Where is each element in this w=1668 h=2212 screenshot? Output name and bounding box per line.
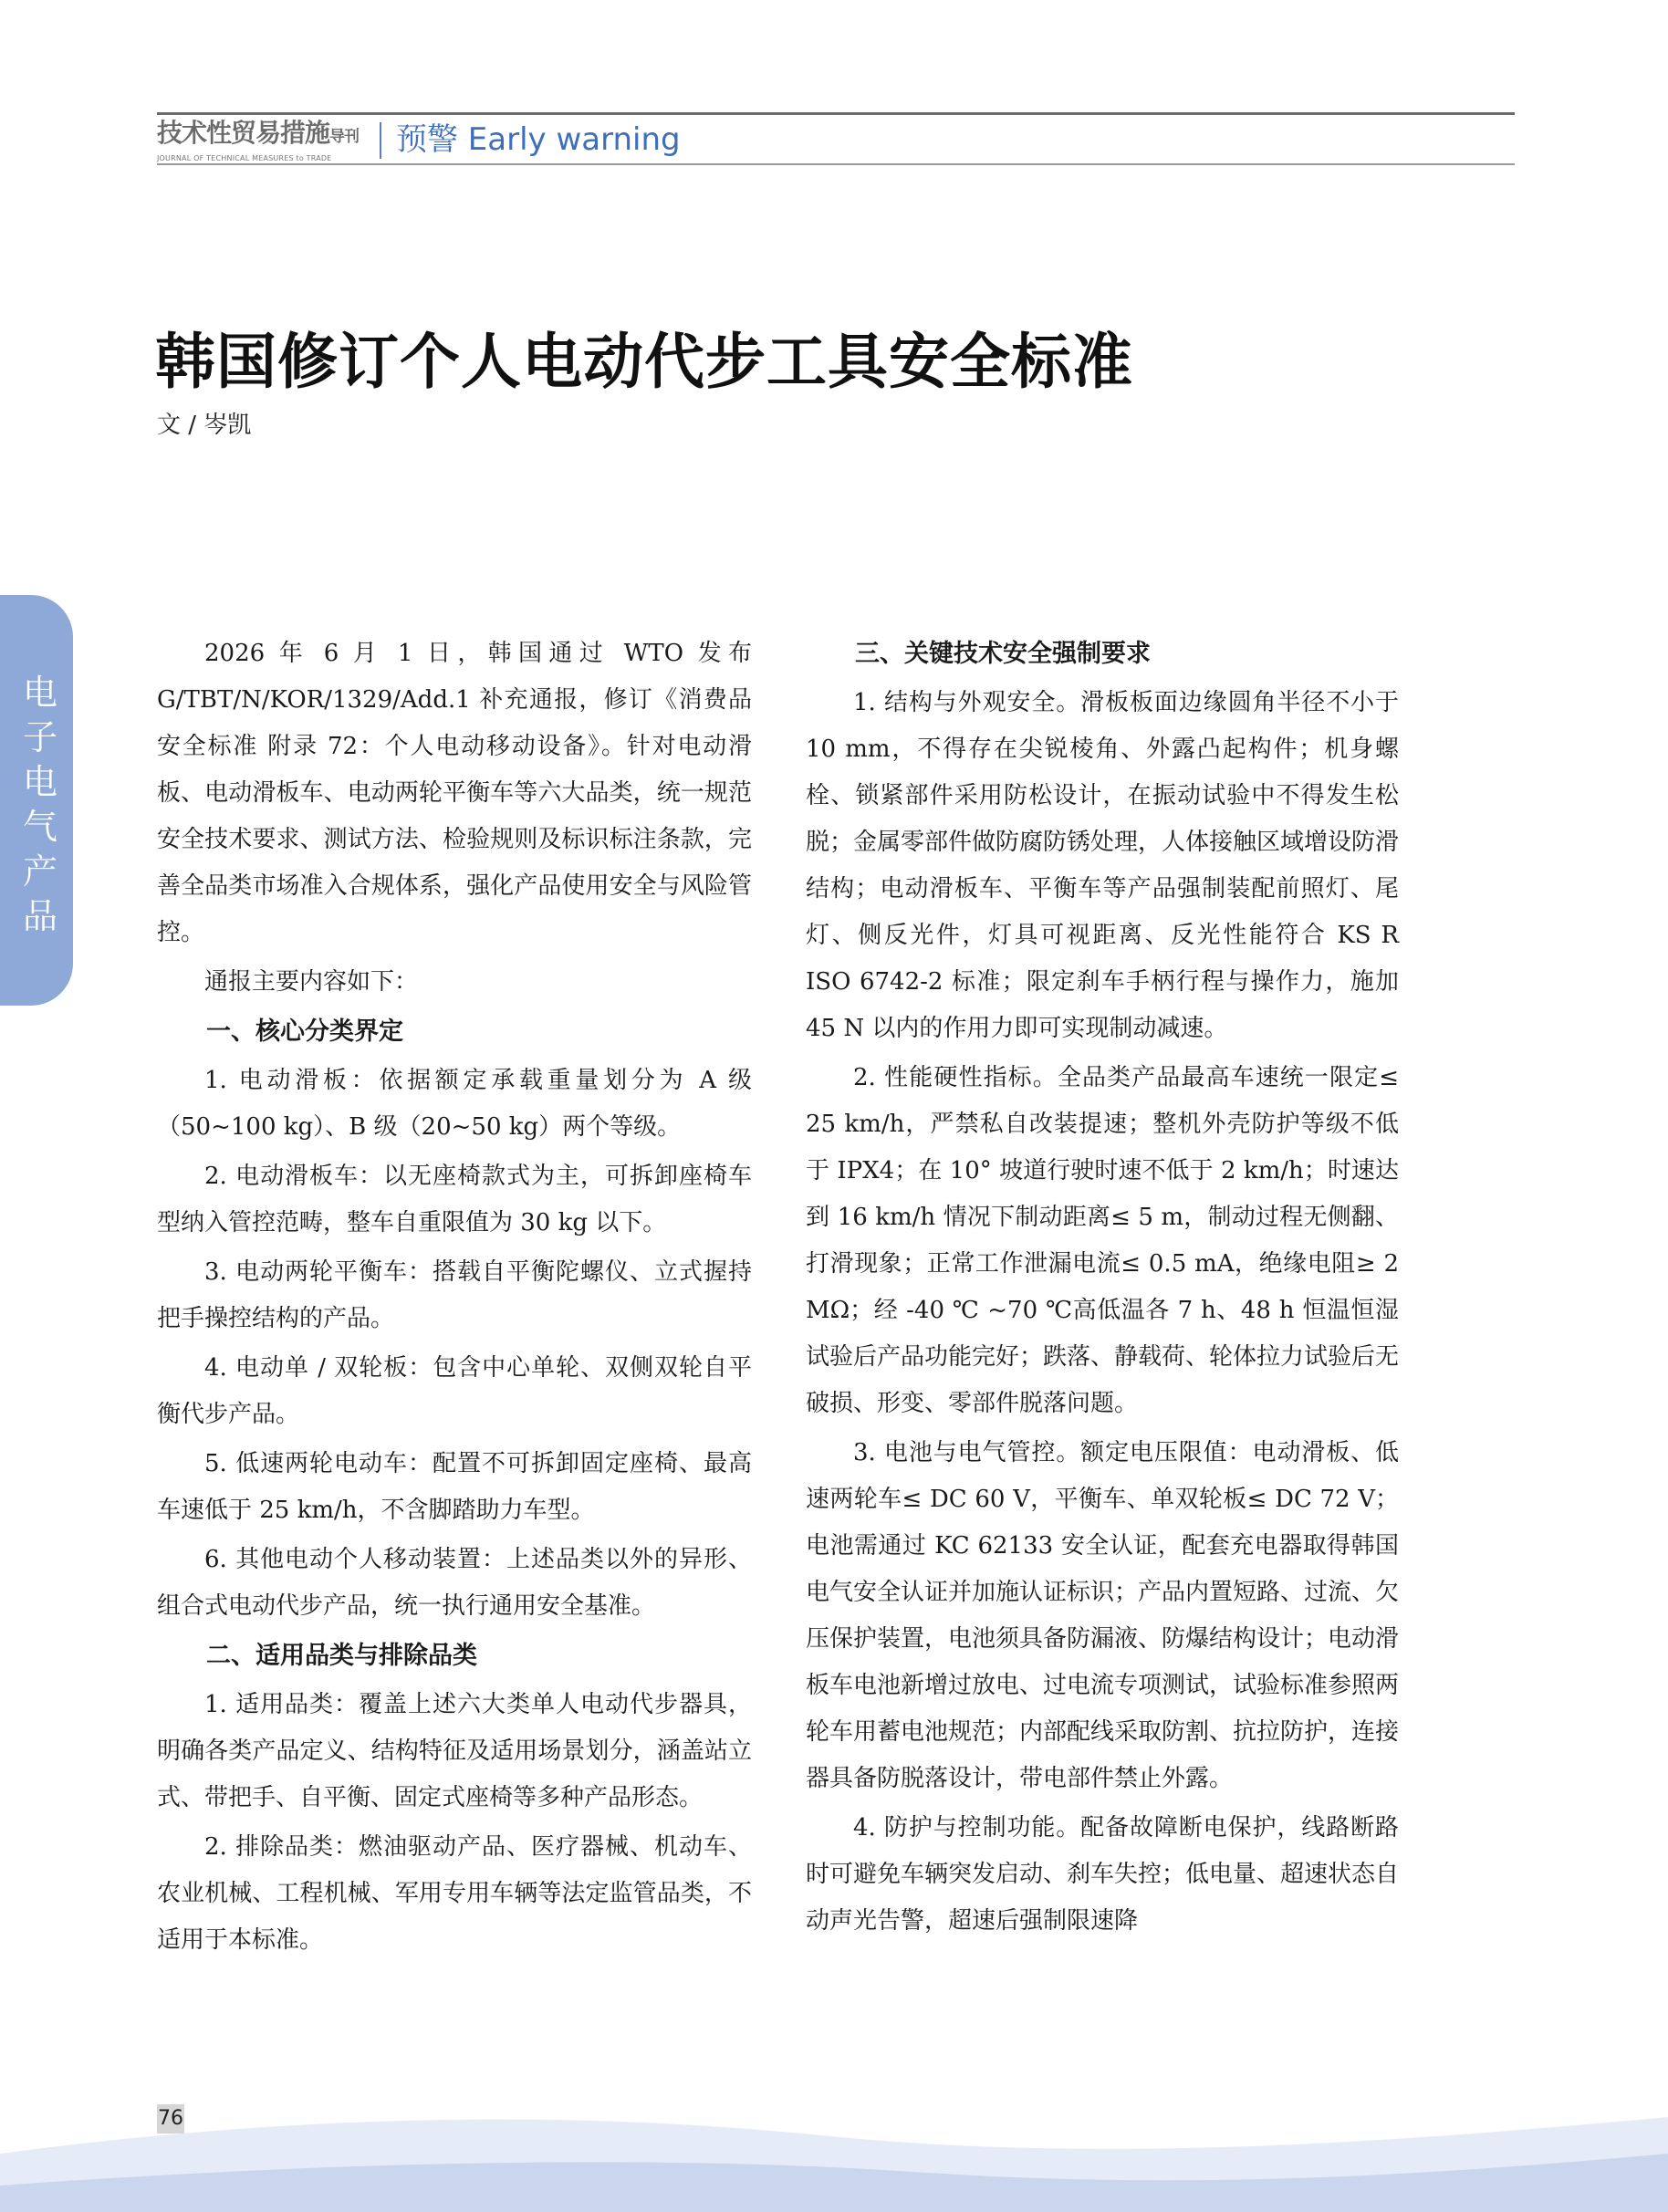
header-bottom-rule bbox=[157, 163, 1515, 165]
journal-logo-cn: 技术性贸易措施导刊 bbox=[157, 118, 360, 148]
page-number: 76 bbox=[157, 2104, 184, 2134]
article-title: 韩国修订个人电动代步工具安全标准 bbox=[155, 327, 1133, 397]
paragraph: 2026 年 6 月 1 日，韩国通过 WTO 发布 G/TBT/N/KOR/1329/Add.1 补充通报，修订《消费品安全标准 附录 72：个人电动移动设备》。针对电动滑板、电动滑板车、电动两轮平衡车等六大品类，统一规范安全技术要求、测试方法、检验规则及标识标注条款，完善全品类市场准入合规体系，强化产品使用安全与风险管控。 bbox=[157, 640, 752, 946]
paragraph: 4. 防护与控制功能。配备故障断电保护，线路断路时可避免车辆突发启动、刹车失控；低电量、超速状态自动声光告警，超速后强制限速降 bbox=[806, 1814, 1400, 1935]
journal-logo bbox=[157, 117, 372, 162]
paragraph: 3. 电动两轮平衡车：搭载自平衡陀螺仪、立式握持把手操控结构的产品。 bbox=[157, 1258, 752, 1332]
paragraph: 通报主要内容如下： bbox=[204, 968, 419, 996]
article-byline: 文 / 岑凯 bbox=[157, 412, 252, 439]
paragraph: 1. 适用品类：覆盖上述六大类单人电动代步器具，明确各类产品定义、结构特征及适用场景划分，涵盖站立式、带把手、自平衡、固定式座椅等多种产品形态。 bbox=[157, 1691, 752, 1811]
section-heading: 二、适用品类与排除品类 bbox=[206, 1642, 477, 1670]
paragraph: 4. 电动单 / 双轮板：包含中心单轮、双侧双轮自平衡代步产品。 bbox=[157, 1354, 752, 1428]
section-heading: 三、关键技术安全强制要求 bbox=[855, 640, 1151, 668]
paragraph: 2. 电动滑板车：以无座椅款式为主，可拆卸座椅车型纳入管控范畴，整车自重限值为 30 kg 以下。 bbox=[157, 1163, 752, 1236]
section-label: 预警 Early warning bbox=[396, 121, 681, 158]
left-column bbox=[157, 631, 752, 1967]
journal-logo-en: JOURNAL OF TECHNICAL MEASURES to TRADE bbox=[157, 154, 332, 162]
right-column bbox=[806, 631, 1399, 1947]
header-divider bbox=[380, 122, 381, 159]
paragraph: 3. 电池与电气管控。额定电压限值：电动滑板、低速两轮车≤ DC 60 V，平衡车、单双轮板≤ DC 72 V；电池需通过 KC 62133 安全认证，配套充电器取得韩国电气安全认证并加施认证标识；产品内置短路、过流、欠压保护装置，电池须具备防漏液、防爆结构设计；电动滑板车电池新增过放电、过电流专项测试，试验标准参照两轮车用蓄电池规范；内部配线采取防割、抗拉防护，连接器具备防脱落设计，带电部件禁止外露。 bbox=[806, 1439, 1400, 1792]
paragraph: 6. 其他电动个人移动装置：上述品类以外的异形、组合式电动代步产品，统一执行通用安全基准。 bbox=[157, 1546, 752, 1620]
paragraph: 2. 性能硬性指标。全品类产品最高车速统一限定≤ 25 km/h，严禁私自改装提速；整机外壳防护等级不低于 IPX4；在 10° 坡道行驶时速不低于 2 km/h；时速达到 16 km/h 情况下制动距离≤ 5 m，制动过程无侧翻、打滑现象；正常工作泄漏电流≤ 0.5 mA，绝缘电阻≥ 2 MΩ；经 -40 ℃ ~70 ℃高低温各 7 h、48 h 恒温恒湿试验后产品功能完好；跌落、静载荷、轮体拉力试验后无破损、形变、零部件脱落问题。 bbox=[806, 1064, 1400, 1417]
section-heading: 一、核心分类界定 bbox=[206, 1017, 403, 1046]
paragraph: 5. 低速两轮电动车：配置不可拆卸固定座椅、最高车速低于 25 km/h，不含脚踏助力车型。 bbox=[157, 1450, 752, 1524]
footer-wave-decoration bbox=[0, 2099, 1668, 2212]
category-side-tab-label: 电子电气产品 bbox=[22, 673, 57, 936]
paragraph: 2. 排除品类：燃油驱动产品、医疗器械、机动车、农业机械、工程机械、军用专用车辆等法定监管品类，不适用于本标准。 bbox=[157, 1833, 752, 1954]
paragraph: 1. 结构与外观安全。滑板板面边缘圆角半径不小于 10 mm，不得存在尖锐棱角、外露凸起构件；机身螺栓、锁紧部件采用防松设计，在振动试验中不得发生松脱；金属零部件做防腐防锈处理，人体接触区域增设防滑结构；电动滑板车、平衡车等产品强制装配前照灯、尾灯、侧反光件，灯具可视距离、反光性能符合 KS R ISO 6742-2 标准；限定刹车手柄行程与操作力，施加 45 N 以内的作用力即可实现制动减速。 bbox=[806, 689, 1400, 1042]
header-top-rule bbox=[157, 112, 1515, 115]
paragraph: 1. 电动滑板：依据额定承载重量划分为 A 级（50~100 kg）、B 级（20~50 kg）两个等级。 bbox=[157, 1067, 752, 1141]
